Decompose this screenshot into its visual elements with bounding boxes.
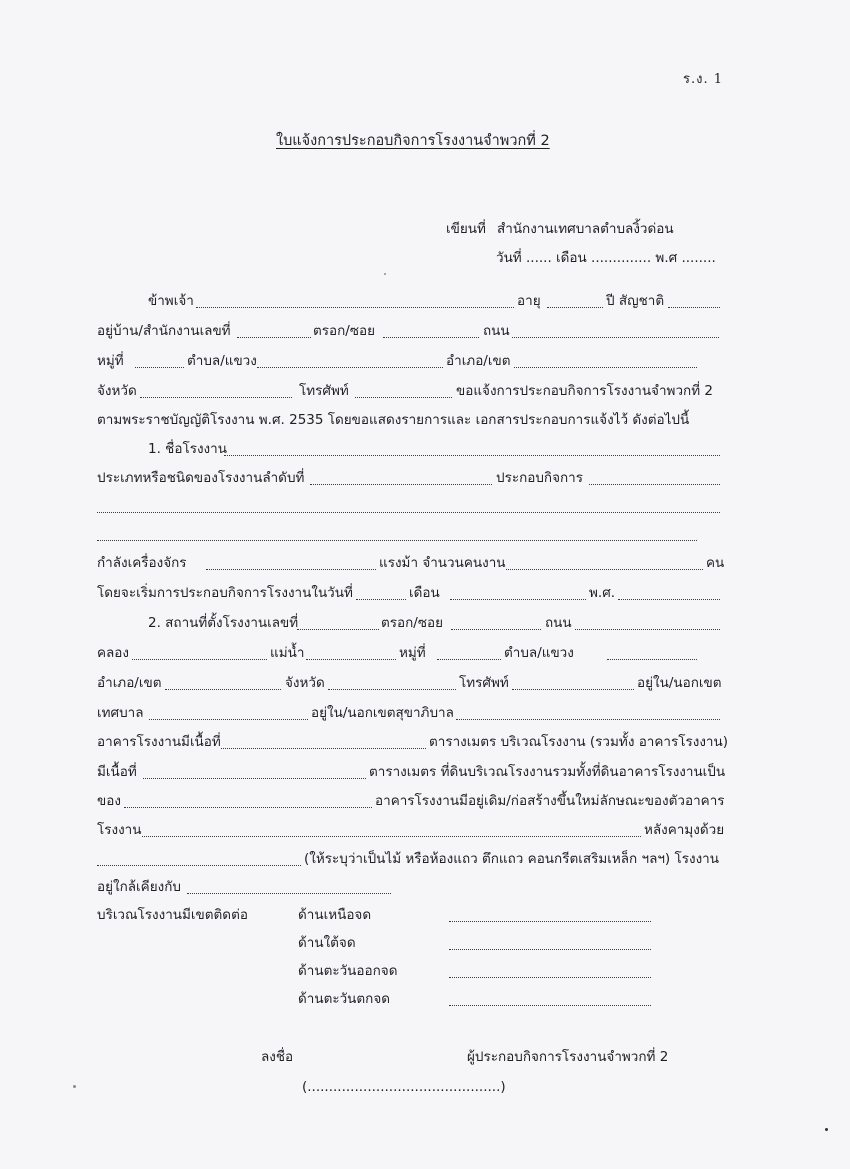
- label-location-alley: ตรอก/ซอย: [381, 615, 444, 631]
- land-area-field[interactable]: [143, 778, 366, 779]
- location-phone-field[interactable]: [512, 689, 634, 690]
- start-year-field[interactable]: [618, 599, 720, 600]
- near-field[interactable]: [187, 893, 391, 894]
- label-month: เดือน: [409, 585, 440, 601]
- location-moo-field[interactable]: [437, 659, 501, 660]
- machine-power-field[interactable]: [206, 569, 376, 570]
- amphoe-field[interactable]: [514, 367, 697, 368]
- business-field[interactable]: [589, 484, 720, 485]
- location-province-field[interactable]: [328, 689, 456, 690]
- written-at-value: สำนักงานเทศบาลตำบลงิ้วด่อน: [497, 221, 674, 237]
- road-field[interactable]: [512, 337, 719, 338]
- alley-field[interactable]: [383, 337, 479, 338]
- label-location-moo: หมู่ที่: [399, 645, 426, 661]
- label-persons: คน: [706, 555, 725, 571]
- location-alley-field[interactable]: [451, 629, 541, 630]
- age-field[interactable]: [547, 307, 603, 308]
- label-near: อยู่ใกล้เคียงกับ: [97, 879, 181, 895]
- moo-field[interactable]: [135, 367, 184, 368]
- nationality-field[interactable]: [668, 307, 720, 308]
- scan-speck: [384, 273, 386, 275]
- sanitary-field[interactable]: [456, 719, 720, 720]
- label-be-year: พ.ศ.: [589, 585, 616, 601]
- form-title: ใบแจ้งการประกอบกิจการโรงงานจำพวกที่ 2: [276, 133, 550, 149]
- label-notify: ขอแจ้งการประกอบกิจการโรงงานจำพวกที่ 2: [456, 383, 713, 399]
- label-factory: โรงงาน: [97, 822, 142, 838]
- label-i: ข้าพเจ้า: [148, 293, 194, 309]
- label-road: ถนน: [483, 323, 510, 339]
- owner-field[interactable]: [124, 807, 372, 808]
- label-operator: ผู้ประกอบกิจการโรงงานจำพวกที่ 2: [467, 1049, 669, 1065]
- label-location: 2. สถานที่ตั้งโรงงานเลขที่: [148, 615, 299, 631]
- label-start-date: โดยจะเริ่มการประกอบกิจการโรงงานในวันที่: [97, 585, 353, 601]
- location-tambon-field[interactable]: [607, 659, 697, 660]
- label-building-area: อาคารโรงงานมีเนื้อที่: [97, 734, 221, 750]
- label-south: ด้านใต้จด: [298, 935, 356, 951]
- label-municipality: เทศบาล: [97, 705, 144, 721]
- label-in-out-sanitary: อยู่ใน/นอกเขตสุขาภิบาล: [311, 705, 454, 721]
- label-sqm-land: ตารางเมตร ที่ดินบริเวณโรงงานรวมทั้งที่ดินอาคารโรงงานเป็น: [369, 764, 726, 780]
- label-alley: ตรอก/ซอย: [313, 323, 376, 339]
- label-factory-name: 1. ชื่อโรงงาน: [148, 441, 227, 457]
- label-bounded: บริเวณโรงงานมีเขตติดต่อ: [97, 907, 248, 923]
- label-river: แม่น้ำ: [270, 645, 305, 661]
- label-business: ประกอบกิจการ: [496, 470, 584, 486]
- label-location-province: จังหวัด: [285, 675, 325, 691]
- north-field[interactable]: [449, 921, 651, 922]
- label-existing-new: อาคารโรงงานมีอยู่เดิม/ก่อสร้างขึ้นใหม่ลักษณะของตัวอาคาร: [375, 793, 725, 809]
- label-location-road: ถนน: [545, 615, 572, 631]
- label-by-act: ตามพระราชบัญญัติโรงงาน พ.ศ. 2535 โดยขอแสดงรายการและ เอกสารประกอบการแจ้งไว้ ดังต่อไปนี้: [97, 412, 690, 428]
- label-of: ของ: [97, 793, 121, 809]
- date-line: วันที่ ...... เดือน .............. พ.ศ ........: [496, 250, 716, 266]
- label-province: จังหวัด: [97, 383, 137, 399]
- label-specify: (ให้ระบุว่าเป็นไม้ หรือห้องแถว ตึกแถว คอนกรีตเสริมเหล็ก ฯลฯ) โรงงาน: [304, 851, 719, 867]
- province-field[interactable]: [140, 397, 292, 398]
- form-code: ร.ง. 1: [683, 72, 723, 87]
- factory-name-field[interactable]: [224, 455, 720, 456]
- signature-name-field[interactable]: (.............................................): [302, 1079, 506, 1095]
- tambon-field[interactable]: [257, 367, 443, 368]
- river-field[interactable]: [306, 659, 396, 660]
- scan-speck: [73, 1085, 76, 1088]
- south-field[interactable]: [449, 949, 651, 950]
- label-canal: คลอง: [97, 645, 130, 661]
- building-area-field[interactable]: [221, 748, 426, 749]
- label-machine-power: กำลังเครื่องจักร: [97, 555, 187, 571]
- label-horsepower-workers: แรงม้า จำนวนคนงาน: [379, 555, 506, 571]
- business-line-3[interactable]: [97, 540, 697, 541]
- label-location-amphoe: อำเภอ/เขต: [97, 675, 162, 691]
- label-in-out-municipality: อยู่ใน/นอกเขต: [637, 675, 722, 691]
- business-line-2[interactable]: [97, 512, 720, 513]
- label-west: ด้านตะวันตกจด: [298, 991, 391, 1007]
- scan-speck: [825, 1128, 828, 1131]
- label-location-phone: โทรศัพท์: [459, 675, 509, 691]
- east-field[interactable]: [449, 977, 651, 978]
- label-house-no: อยู่บ้าน/สำนักงานเลขที่: [97, 323, 231, 339]
- label-sqm-area: ตารางเมตร บริเวณโรงงาน (รวมทั้ง อาคารโรงงาน): [429, 734, 729, 750]
- label-factory-type: ประเภทหรือชนิดของโรงงานลำดับที่: [97, 470, 305, 486]
- start-day-field[interactable]: [356, 599, 406, 600]
- label-amphoe: อำเภอ/เขต: [446, 353, 511, 369]
- written-at-label: เขียนที่: [446, 221, 486, 237]
- workers-field[interactable]: [506, 569, 703, 570]
- location-road-field[interactable]: [575, 629, 720, 630]
- west-field[interactable]: [449, 1005, 651, 1006]
- location-amphoe-field[interactable]: [165, 689, 281, 690]
- label-sign: ลงชื่อ: [261, 1049, 294, 1065]
- label-tambon: ตำบล/แขวง: [187, 353, 257, 369]
- location-no-field[interactable]: [297, 629, 379, 630]
- label-years-nationality: ปี สัญชาติ: [606, 293, 665, 309]
- house-no-field[interactable]: [237, 337, 311, 338]
- label-east: ด้านตะวันออกจด: [298, 963, 398, 979]
- label-age: อายุ: [517, 293, 541, 309]
- building-type-field[interactable]: [142, 836, 641, 837]
- canal-field[interactable]: [132, 659, 267, 660]
- municipality-field[interactable]: [149, 719, 308, 720]
- label-moo: หมู่ที่: [97, 353, 124, 369]
- label-has-area: มีเนื้อที่: [97, 764, 137, 780]
- applicant-name-field[interactable]: [196, 307, 514, 308]
- factory-type-field[interactable]: [310, 484, 492, 485]
- start-month-field[interactable]: [450, 599, 586, 600]
- label-north: ด้านเหนือจด: [298, 907, 372, 923]
- phone-field[interactable]: [355, 397, 452, 398]
- label-location-tambon: ตำบล/แขวง: [504, 645, 574, 661]
- label-roof: หลังคามุงด้วย: [644, 822, 725, 838]
- roof-material-field[interactable]: [97, 865, 301, 866]
- label-phone: โทรศัพท์: [299, 383, 349, 399]
